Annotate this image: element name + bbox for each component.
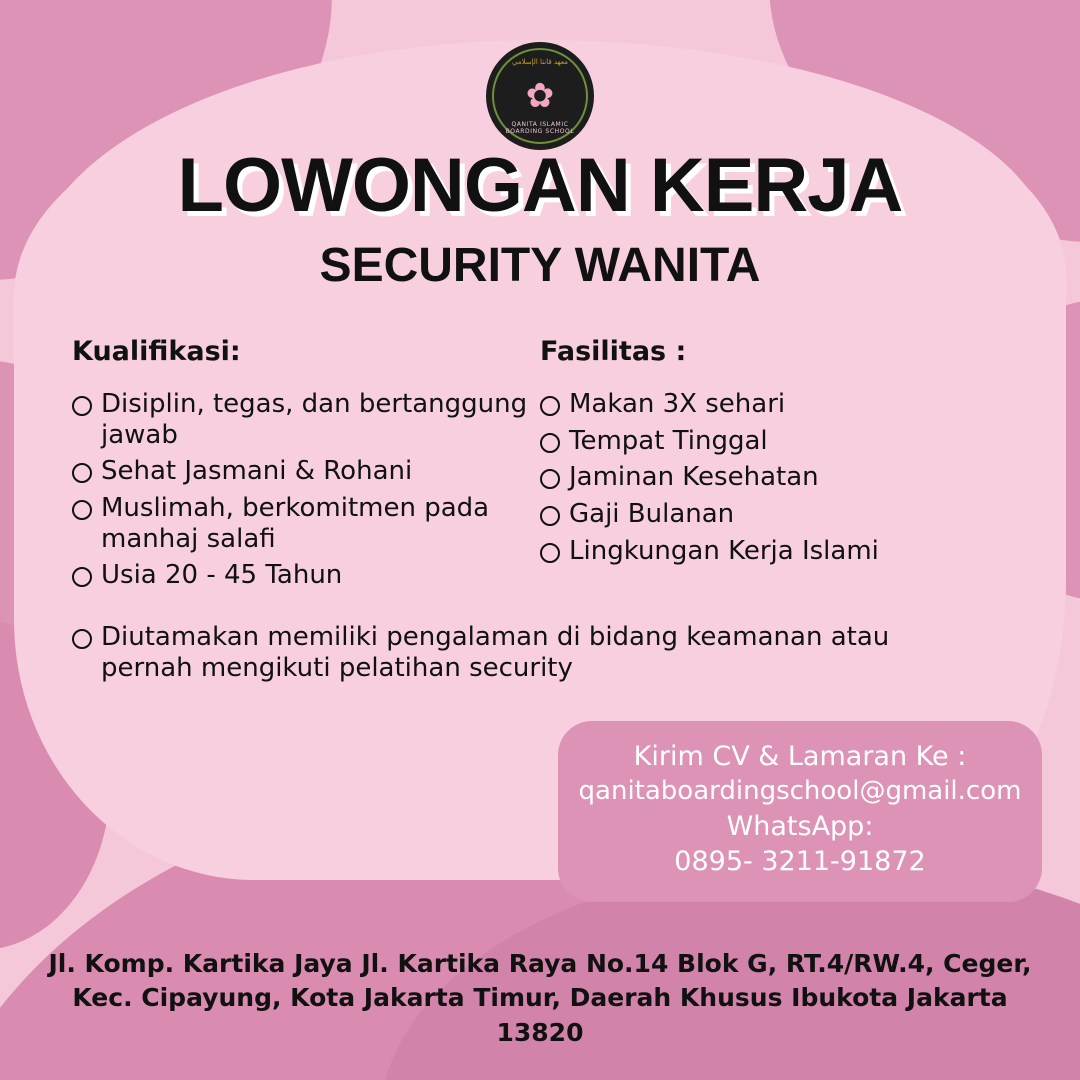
list-item — [72, 389, 542, 450]
qualifications-extra — [72, 622, 972, 689]
logo-ring — [492, 48, 588, 144]
address-block — [40, 947, 1040, 1051]
qualifications-extra-list — [72, 622, 972, 683]
circle-bullet-icon — [72, 396, 92, 416]
address-line-2: Kec. Cipayung, Kota Jakarta Timur, Daerah Khusus Ibukota Jakarta 13820 — [72, 983, 1008, 1047]
circle-bullet-icon — [72, 463, 92, 483]
school-logo — [486, 42, 594, 150]
qualifications-heading: Kualifikasi: — [72, 336, 241, 367]
list-item — [72, 622, 972, 683]
list-item-label: Makan 3X sehari — [569, 389, 786, 419]
circle-bullet-icon — [540, 433, 560, 453]
qualifications-section — [72, 336, 542, 597]
list-item — [540, 462, 1010, 493]
contact-card — [558, 721, 1042, 902]
list-item-label: Disiplin, tegas, dan bertanggung jawab — [101, 389, 528, 450]
page-subtitle: SECURITY WANITA — [319, 239, 761, 292]
page-title: LOWONGAN KERJA — [177, 143, 903, 228]
list-item-label: Muslimah, berkomitmen pada manhaj salafi — [101, 493, 490, 554]
list-item-label: Diutamakan memiliki pengalaman di bidang keamanan atau pernah mengikuti pelatihan security — [101, 622, 890, 683]
list-item-label: Usia 20 - 45 Tahun — [101, 560, 343, 591]
circle-bullet-icon — [540, 506, 560, 526]
list-item — [72, 456, 542, 487]
circle-bullet-icon — [72, 567, 92, 587]
list-item-label: Jaminan Kesehatan — [569, 462, 819, 493]
list-item — [540, 499, 1010, 530]
qualifications-list — [72, 389, 542, 591]
list-item — [540, 389, 1010, 420]
lotus-flower-logo-icon: ✿ — [525, 76, 555, 116]
facilities-list — [540, 389, 1010, 566]
facilities-heading: Fasilitas : — [540, 336, 687, 367]
list-item-label: Gaji Bulanan — [569, 499, 735, 530]
contact-heading: Kirim CV & Lamaran Ke : — [633, 740, 967, 772]
list-item — [72, 493, 542, 554]
list-item — [540, 536, 1010, 567]
circle-bullet-icon — [540, 543, 560, 563]
list-item-label: Lingkungan Kerja Islami — [569, 535, 879, 566]
logo-bottom-text: QANITA ISLAMIC BOARDING SCHOOL — [505, 121, 575, 135]
circle-bullet-icon — [540, 469, 560, 489]
contact-phone[interactable]: 0895- 3211-91872 — [674, 846, 926, 878]
list-item-label: Sehat Jasmani & Rohani — [101, 456, 413, 487]
contact-email[interactable]: qanitaboardingschool@gmail.com — [578, 776, 1022, 807]
circle-bullet-icon — [72, 629, 92, 649]
list-item-label: Tempat Tinggal — [569, 425, 768, 456]
facilities-section — [540, 336, 1010, 572]
list-item — [540, 426, 1010, 457]
logo-arabic-text: معهد قانتا الإسلامي — [512, 58, 568, 66]
contact-whatsapp-label: WhatsApp: — [726, 810, 874, 842]
address-line-1: Jl. Komp. Kartika Jaya Jl. Kartika Raya No.14 Blok G, RT.4/RW.4, Ceger, — [48, 948, 1032, 978]
circle-bullet-icon — [72, 500, 92, 520]
list-item — [72, 560, 542, 591]
circle-bullet-icon — [540, 396, 560, 416]
